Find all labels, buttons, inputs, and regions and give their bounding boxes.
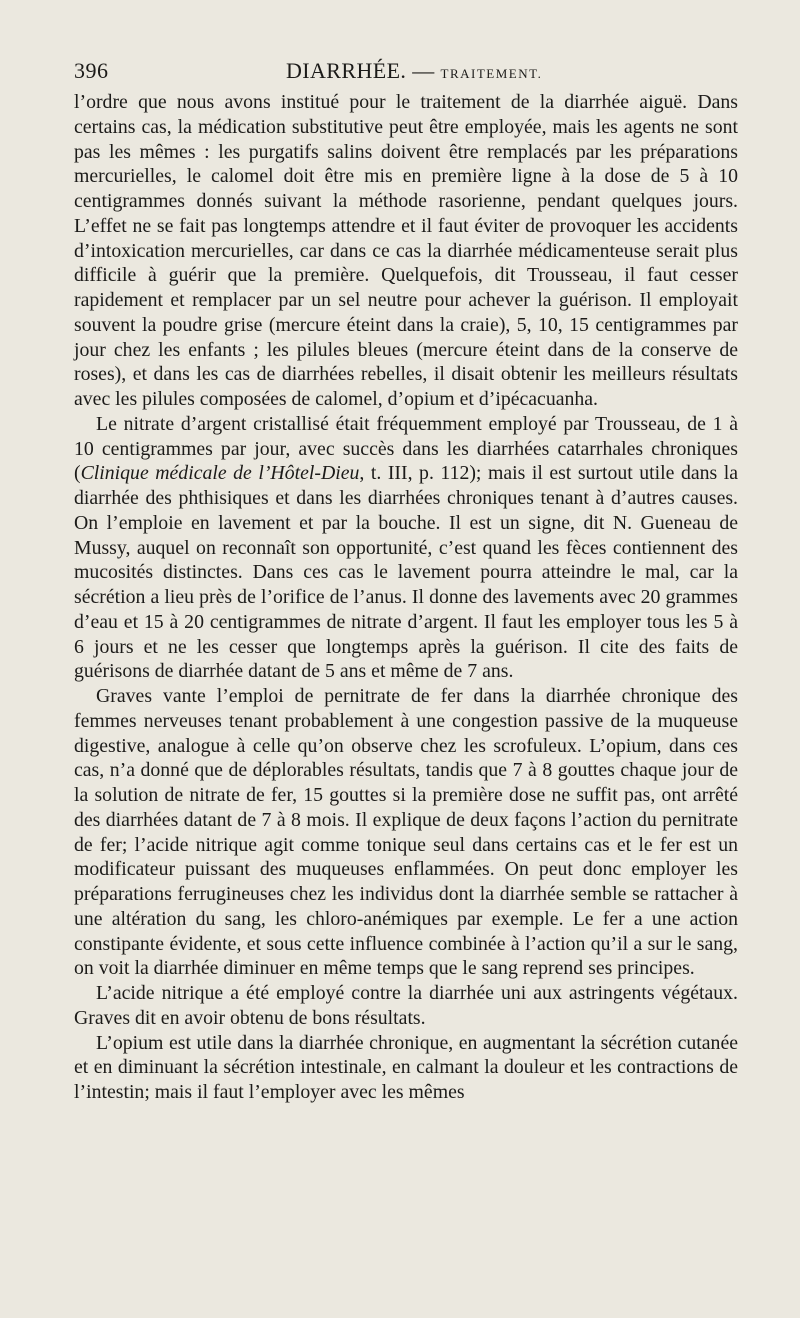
page-number: 396 (74, 58, 109, 83)
page-header (74, 58, 738, 88)
paragraph-2-text-after: , t. III, p. 112); mais il est surtout utile dans la diarrhée des phthisiques et dans les diarrhées chroniques tenant à d’autres causes. On l’emploie en lavement et par la bouche. Il est un signe, dit N. Gueneau de Mussy, auquel on reconnaît son opportunité, c’est quand les fèces contiennent des mucosités distinctes. Dans ces cas le lavement pourra atteindre le mal, car la sécrétion a lieu près de l’orifice de l’anus. Il donne des lavements avec 20 grammes d’eau et 15 à 20 centigrammes de nitrate d’argent. Il faut les employer tous les 5 à 6 jours et ne les cesser que longtemps après la guérison. Il cite des faits de guérisons de diarrhée datant de 5 ans et même de 7 ans. (74, 462, 738, 683)
body-text (74, 90, 738, 1105)
running-head (286, 58, 542, 84)
paragraph-2-text-before: Le nitrate d’argent cristallisé était fréquemment employé par Trousseau, de 1 à 10 centigrammes par jour, avec succès dans les diarrhées catarrhales chroniques ( (74, 412, 738, 485)
citation-title: Clinique médicale de l’Hôtel-Dieu (80, 462, 360, 485)
paragraph-1: l’ordre que nous avons institué pour le traitement de la diarrhée aiguë. Dans certains cas, la médication substitutive peut être employée, mais les agents ne sont pas les mêmes : les purgatifs salins doivent être remplacés par les préparations mercurielles, le calomel doit être mis en première ligne à la dose de 5 à 10 centigrammes donnés suivant la méthode rasorienne, pendant quelques jours. L’effet ne se fait pas longtemps attendre et il faut éviter de provoquer les accidents d’intoxication mercurielles, car dans ce cas la diarrhée médicamenteuse serait plus difficile à guérir que la première. Quelquefois, dit Trousseau, il faut cesser rapidement et remplacer par un sel neutre pour achever la guérison. Il employait souvent la poudre grise (mercure éteint dans la craie), 5, 10, 15 centigrammes par jour chez les enfants ; les pilules bleues (mercure éteint dans de la conserve de roses), et dans les cas de diarrhées rebelles, il disait obtenir les meilleurs résultats avec les pilules composées de calomel, d’opium et d’ipécacuanha. (74, 91, 738, 410)
running-head-title: DIARRHÉE. — (286, 58, 435, 83)
paragraph-4: L’acide nitrique a été employé contre la diarrhée uni aux astringents végétaux. Graves dit en avoir obtenu de bons résultats. (74, 982, 738, 1029)
paragraph-2 (74, 412, 738, 684)
paragraph-3: Graves vante l’emploi de pernitrate de fer dans la diarrhée chronique des femmes nerveuses tenant probablement à une congestion passive de la muqueuse digestive, analogue à celle qu’on observe chez les scrofuleux. L’opium, dans ces cas, n’a donné que de déplorables résultats, tandis que 7 à 8 gouttes chaque jour de la solution de nitrate de fer, 15 gouttes si la première dose ne suffit pas, ont arrêté des diarrhées datant de 7 à 8 mois. Il explique de deux façons l’action du pernitrate de fer; l’acide nitrique agit comme tonique seul dans certains cas et le fer est un modificateur puissant des muqueuses enflammées. On peut donc employer les préparations ferrugineuses chez les individus dont la diarrhée semble se rattacher à une altération du sang, les chloro-anémiques par exemple. Le fer a une action constipante évidente, et sous cette influence combinée à l’action qu’il a sur le sang, on voit la diarrhée diminuer en même temps que le sang reprend ses principes. (74, 685, 738, 980)
paragraph-5: L’opium est utile dans la diarrhée chronique, en augmentant la sécrétion cutanée et en diminuant la sécrétion intestinale, en calmant la douleur et les contractions de l’intestin; mais il faut l’employer avec les mêmes (74, 1031, 738, 1103)
running-head-subtitle: TRAITEMENT. (440, 66, 543, 81)
